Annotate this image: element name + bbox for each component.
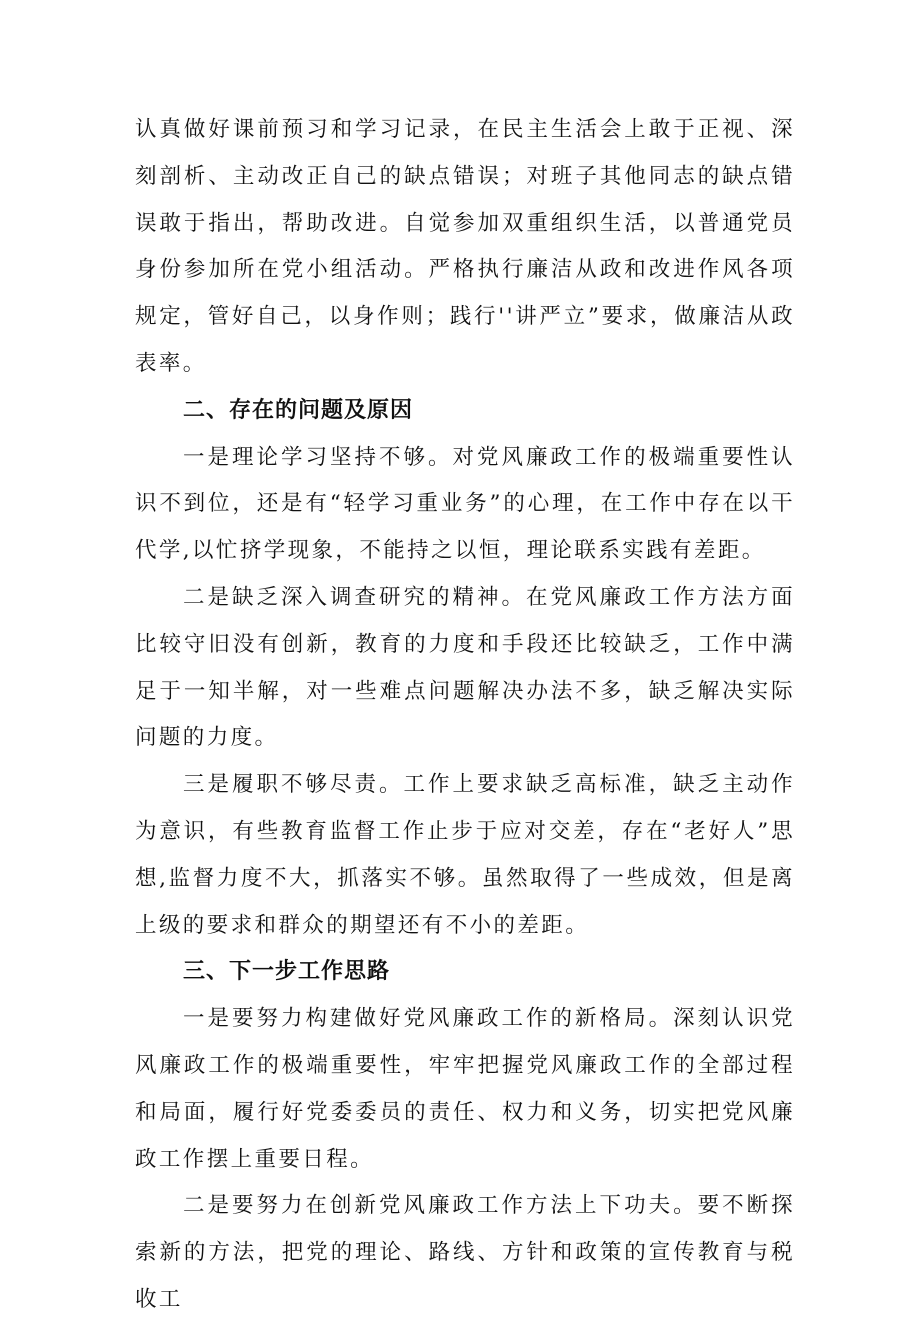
paragraph-continuation: 认真做好课前预习和学习记录，在民主生活会上敢于正视、深刻剖析、主动改正自己的缺点错误；对班子其他同志的缺点错误敢于指出，帮助改进。自觉参加双重组织生活，以普通党员身份参加所在党小组活动。严格执行廉洁从政和改进作风各项规定，管好自己，以身作则；践行''讲严立”要求，做廉洁从政表率。 <box>135 117 795 376</box>
section-heading-next-steps: 三、下一步工作思路 <box>183 959 391 985</box>
paragraph-step-1: 一是要努力构建做好党风廉政工作的新格局。深刻认识党风廉政工作的极端重要性，牢牢把握党风廉政工作的全部过程和局面，履行好党委委员的责任、权力和义务，切实把党风廉政工作摆上重要日程。 <box>135 1006 795 1172</box>
section-heading-problems: 二、存在的问题及原因 <box>183 397 414 423</box>
paragraph-problem-1: 一是理论学习坚持不够。对党风廉政工作的极端重要性认识不到位，还是有“轻学习重业务”的心理，在工作中存在以干代学,以忙挤学现象，不能持之以恒，理论联系实践有差距。 <box>135 444 795 564</box>
document-body <box>135 107 795 1324</box>
paragraph-problem-2: 二是缺乏深入调查研究的精神。在党风廉政工作方法方面比较守旧没有创新，教育的力度和手段还比较缺乏，工作中满足于一知半解，对一些难点问题解决办法不多，缺乏解决实际问题的力度。 <box>135 584 795 751</box>
paragraph-step-2: 二是要努力在创新党风廉政工作方法上下功夫。要不断探索新的方法，把党的理论、路线、方针和政策的宣传教育与税收工 <box>135 1193 795 1312</box>
paragraph-problem-3: 三是履职不够尽责。工作上要求缺乏高标准，缺乏主动作为意识，有些教育监督工作止步于应对交差，存在“老好人”思想,监督力度不大，抓落实不够。虽然取得了一些成效，但是离上级的要求和群众的期望还有不小的差距。 <box>135 772 795 938</box>
